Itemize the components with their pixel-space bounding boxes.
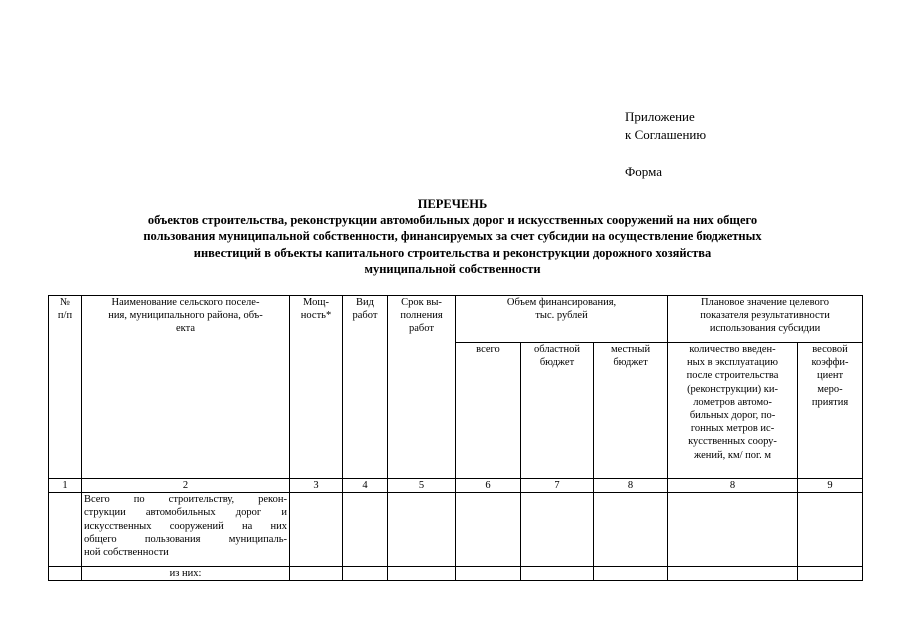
- table-cell: [388, 493, 456, 567]
- header-name: Наименование сельского поселе- ния, муниципального района, объ- екта: [82, 296, 290, 479]
- table-cell: [594, 567, 668, 581]
- header-number: № п/п: [49, 296, 82, 479]
- header-capacity: Мощ- ность*: [290, 296, 343, 479]
- column-number: 9: [798, 479, 863, 493]
- total-row-name: Всего по строительству, рекон- струкции автомобильных дорог и искусственных сооружений на них общего пользования муниципаль- ной собственности: [82, 493, 290, 567]
- form-label: Форма: [625, 164, 662, 179]
- column-number: 8: [594, 479, 668, 493]
- table-cell: [798, 493, 863, 567]
- sub-row-number: [49, 567, 82, 581]
- title-line: объектов строительства, реконструкции автомобильных дорог и искусственных сооружений на них общего: [147, 213, 758, 228]
- table-cell: [521, 493, 594, 567]
- header-funding-total: всего: [456, 343, 521, 479]
- table-cell: [798, 567, 863, 581]
- appendix-block: [625, 108, 706, 181]
- table-cell: [388, 567, 456, 581]
- column-number-row: [49, 479, 863, 493]
- header-row-top: [49, 296, 863, 343]
- column-number: 5: [388, 479, 456, 493]
- sub-row-name: из них:: [82, 567, 290, 581]
- table-cell: [290, 493, 343, 567]
- header-deadline: Срок вы- полнения работ: [388, 296, 456, 479]
- table-cell: [521, 567, 594, 581]
- title-line: пользования муниципальной собственности, финансируемых за счет субсидии на осуществление бюджетных: [143, 229, 762, 244]
- table-cell: [343, 493, 388, 567]
- title-heading: ПЕРЕЧЕНЬ: [417, 197, 488, 211]
- header-target-weight: весовой коэффи- циент меро- приятия: [798, 343, 863, 479]
- header-funding-local: местный бюджет: [594, 343, 668, 479]
- sub-row: [49, 567, 863, 581]
- header-work-type: Вид работ: [343, 296, 388, 479]
- total-row-number: [49, 493, 82, 567]
- table-cell: [456, 567, 521, 581]
- header-funding: Объем финансирования, тыс. рублей: [456, 296, 668, 343]
- objects-table: [48, 295, 863, 581]
- column-number: 4: [343, 479, 388, 493]
- title-line: инвестиций в объекты капитального строительства и реконструкции дорожного хозяйства: [193, 245, 712, 260]
- title-line: муниципальной собственности: [364, 261, 541, 276]
- document-title: [40, 196, 865, 277]
- table-cell: [290, 567, 343, 581]
- table-cell: [343, 567, 388, 581]
- total-row: [49, 493, 863, 567]
- appendix-label: Приложение: [625, 109, 695, 124]
- column-number: 2: [82, 479, 290, 493]
- table-cell: [594, 493, 668, 567]
- header-target: Плановое значение целевого показателя результативности использования субсидии: [668, 296, 863, 343]
- column-number: 1: [49, 479, 82, 493]
- column-number: 8: [668, 479, 798, 493]
- column-number: 3: [290, 479, 343, 493]
- header-target-km: количество введен- ных в эксплуатацию после строительства (реконструкции) ки- лометров автомо- бильных дорог, по- гонных метров ис- кусственных соору- жений, км/ пог. м: [668, 343, 798, 479]
- column-number: 7: [521, 479, 594, 493]
- column-number: 6: [456, 479, 521, 493]
- appendix-agreement: к Соглашению: [625, 127, 707, 142]
- table-cell: [668, 493, 798, 567]
- header-funding-regional: областной бюджет: [521, 343, 594, 479]
- table-cell: [668, 567, 798, 581]
- table-cell: [456, 493, 521, 567]
